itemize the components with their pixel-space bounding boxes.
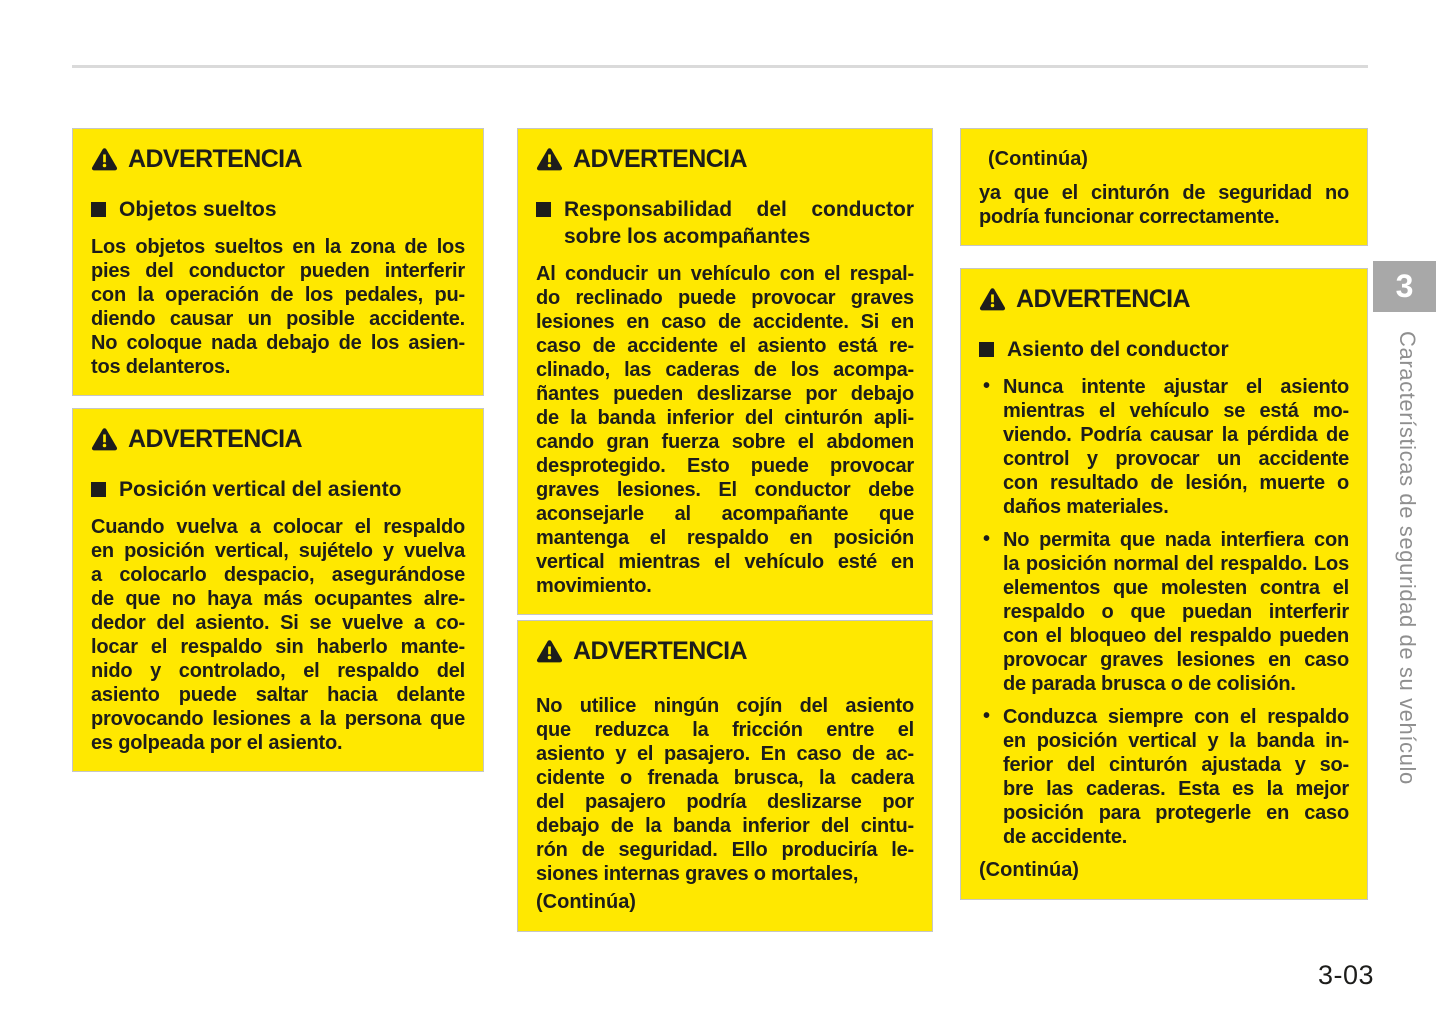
warning-paragraph bbox=[536, 694, 914, 886]
body-line: bre las caderas. Esta es la mejor bbox=[1003, 778, 1349, 800]
subtitle-line: Asiento del conductor bbox=[1007, 338, 1229, 361]
body-line: provocando lesiones a la persona que bbox=[91, 708, 465, 730]
subtitle-line: Posición vertical del asiento bbox=[119, 478, 402, 501]
body-line: viendo. Podría causar la pérdida de bbox=[1003, 424, 1349, 446]
body-line: ñantes pueden deslizarse por debajo bbox=[536, 383, 914, 405]
warning-paragraph bbox=[979, 181, 1349, 229]
body-line: Nunca intente ajustar el asiento bbox=[1003, 376, 1349, 398]
warning-subtitle bbox=[979, 336, 1349, 363]
warning-title: ADVERTENCIA bbox=[573, 637, 747, 665]
warning-header bbox=[91, 146, 465, 172]
warning-title: ADVERTENCIA bbox=[128, 425, 302, 453]
warning-triangle-icon bbox=[91, 427, 118, 451]
body-line: movimiento. bbox=[536, 575, 652, 597]
body-line: de la banda inferior del cinturón apli- bbox=[536, 407, 914, 429]
body-line: es golpeada por el asiento. bbox=[91, 732, 343, 754]
body-line: en posición vertical, sujételo y vuelva bbox=[91, 540, 465, 562]
body-line: elementos que molesten contra el bbox=[1003, 577, 1349, 599]
body-line: provocar graves lesiones en caso bbox=[1003, 649, 1349, 671]
warning-title: ADVERTENCIA bbox=[1016, 285, 1190, 313]
chapter-tab: 3 bbox=[1373, 261, 1436, 312]
bullet-marker: • bbox=[983, 705, 991, 727]
top-rule bbox=[72, 65, 1368, 68]
warning-triangle-icon bbox=[979, 287, 1006, 311]
body-line: daños materiales. bbox=[1003, 496, 1169, 518]
body-line: No coloque nada debajo de los asien- bbox=[91, 332, 465, 354]
body-line: respaldo o que puedan interferir bbox=[1003, 601, 1349, 623]
bullet-item bbox=[979, 528, 1349, 696]
body-line: ferior del cinturón ajustada y so- bbox=[1003, 754, 1349, 776]
body-line: dedor del asiento. Si se vuelve a co- bbox=[91, 612, 465, 634]
body-line: No utilice ningún cojín del asiento bbox=[536, 695, 914, 717]
subtitle-line: Responsabilidad del conductor bbox=[564, 198, 914, 221]
body-line: que reduzca la fricción entre el bbox=[536, 719, 914, 741]
body-line: clinado, las caderas de los acompa- bbox=[536, 359, 914, 381]
body-line: mantenga el respaldo en posición bbox=[536, 527, 914, 549]
continua-note: (Continúa) bbox=[988, 148, 1088, 170]
body-line: vertical mientras el vehículo esté en bbox=[536, 551, 914, 573]
warning-subtitle bbox=[91, 196, 465, 223]
body-line: pies del conductor pueden interferir bbox=[91, 260, 465, 282]
subtitle-line: sobre los acompañantes bbox=[564, 225, 811, 248]
body-line: Al conducir un vehículo con el respal- bbox=[536, 263, 914, 285]
body-line: en posición vertical y la banda in- bbox=[1003, 730, 1349, 752]
body-line: posición para protegerle en caso bbox=[1003, 802, 1349, 824]
warning-paragraph bbox=[91, 515, 465, 755]
body-line: asiento y el pasajero. En caso de ac- bbox=[536, 743, 914, 765]
body-line: cando gran fuerza sobre el abdomen bbox=[536, 431, 914, 453]
warning-triangle-icon bbox=[91, 147, 118, 171]
black-square-icon bbox=[91, 482, 106, 497]
body-line: control y provocar un accidente bbox=[1003, 448, 1349, 470]
warning-paragraph bbox=[91, 235, 465, 379]
body-line: diendo causar un posible accidente. bbox=[91, 308, 465, 330]
body-line: lesiones en caso de accidente. Si en bbox=[536, 311, 914, 333]
body-line: con la operación de los pedales, pu- bbox=[91, 284, 465, 306]
warning-triangle-icon bbox=[536, 147, 563, 171]
warning-triangle-icon bbox=[91, 427, 118, 451]
warning-triangle-icon bbox=[91, 147, 118, 171]
bullet-marker: • bbox=[983, 375, 991, 397]
body-line: caso de accidente el asiento está re- bbox=[536, 335, 914, 357]
body-line: tos delanteros. bbox=[91, 356, 231, 378]
black-square-icon bbox=[979, 342, 994, 357]
body-line: Conduzca siempre con el respaldo bbox=[1003, 706, 1349, 728]
body-line: con resultado de lesión, muerte o bbox=[1003, 472, 1349, 494]
warning-subtitle bbox=[91, 476, 465, 503]
warning-box bbox=[72, 408, 484, 772]
warning-title: ADVERTENCIA bbox=[573, 145, 747, 173]
warning-triangle-icon bbox=[536, 639, 563, 663]
warning-header bbox=[536, 146, 914, 172]
body-line: con el bloqueo del respaldo pueden bbox=[1003, 625, 1349, 647]
warning-box bbox=[72, 128, 484, 396]
warning-box bbox=[517, 128, 933, 615]
warning-title: ADVERTENCIA bbox=[128, 145, 302, 173]
body-line: graves lesiones. El conductor debe bbox=[536, 479, 914, 501]
warning-box bbox=[517, 620, 933, 932]
body-line: nido y controlado, el respaldo del bbox=[91, 660, 465, 682]
body-line: asiento puede saltar hacia delante bbox=[91, 684, 465, 706]
continua-note: (Continúa) bbox=[979, 859, 1079, 881]
body-line: de accidente. bbox=[1003, 826, 1128, 848]
warning-paragraph bbox=[536, 262, 914, 598]
body-line: No permita que nada interfiera con bbox=[1003, 529, 1349, 551]
black-square-icon bbox=[536, 202, 551, 217]
bullet-item bbox=[979, 375, 1349, 519]
warning-header bbox=[979, 286, 1349, 312]
body-line: de parada brusca o de colisión. bbox=[1003, 673, 1296, 695]
body-line: Los objetos sueltos en la zona de los bbox=[91, 236, 465, 258]
body-line: locar el respaldo sin haberlo mante- bbox=[91, 636, 465, 658]
body-line: rón de seguridad. Ello produciría le- bbox=[536, 839, 914, 861]
warning-header bbox=[536, 638, 914, 664]
body-line: siones internas graves o mortales, bbox=[536, 863, 859, 885]
warning-triangle-icon bbox=[536, 147, 563, 171]
body-line: debajo de la banda inferior del cintu- bbox=[536, 815, 914, 837]
warning-box bbox=[960, 128, 1368, 246]
body-line: podría funcionar correctamente. bbox=[979, 206, 1280, 228]
warning-box bbox=[960, 268, 1368, 900]
body-line: desprotegido. Esto puede provocar bbox=[536, 455, 914, 477]
body-line: ya que el cinturón de seguridad no bbox=[979, 182, 1349, 204]
body-line: la posición normal del respaldo. Los bbox=[1003, 553, 1349, 575]
warning-header bbox=[91, 426, 465, 452]
body-line: del pasajero podría deslizarse por bbox=[536, 791, 914, 813]
page-number: 3-03 bbox=[1318, 960, 1375, 990]
continua-note: (Continúa) bbox=[536, 891, 636, 913]
subtitle-line: Objetos sueltos bbox=[119, 198, 277, 221]
body-line: aconsejarle al acompañante que bbox=[536, 503, 914, 525]
body-line: cidente o frenada brusca, la cadera bbox=[536, 767, 914, 789]
bullet-item bbox=[979, 705, 1349, 849]
body-line: Cuando vuelva a colocar el respaldo bbox=[91, 516, 465, 538]
sidebar-vertical-label: Características de seguridad de su vehículo bbox=[1395, 331, 1420, 785]
body-line: do reclinado puede provocar graves bbox=[536, 287, 914, 309]
body-line: de que no haya más ocupantes alre- bbox=[91, 588, 465, 610]
bullet-marker: • bbox=[983, 528, 991, 550]
warning-subtitle bbox=[536, 196, 914, 250]
warning-triangle-icon bbox=[979, 287, 1006, 311]
black-square-icon bbox=[91, 202, 106, 217]
body-line: a colocarlo despacio, asegurándose bbox=[91, 564, 465, 586]
body-line: mientras el vehículo se está mo- bbox=[1003, 400, 1349, 422]
warning-triangle-icon bbox=[536, 639, 563, 663]
